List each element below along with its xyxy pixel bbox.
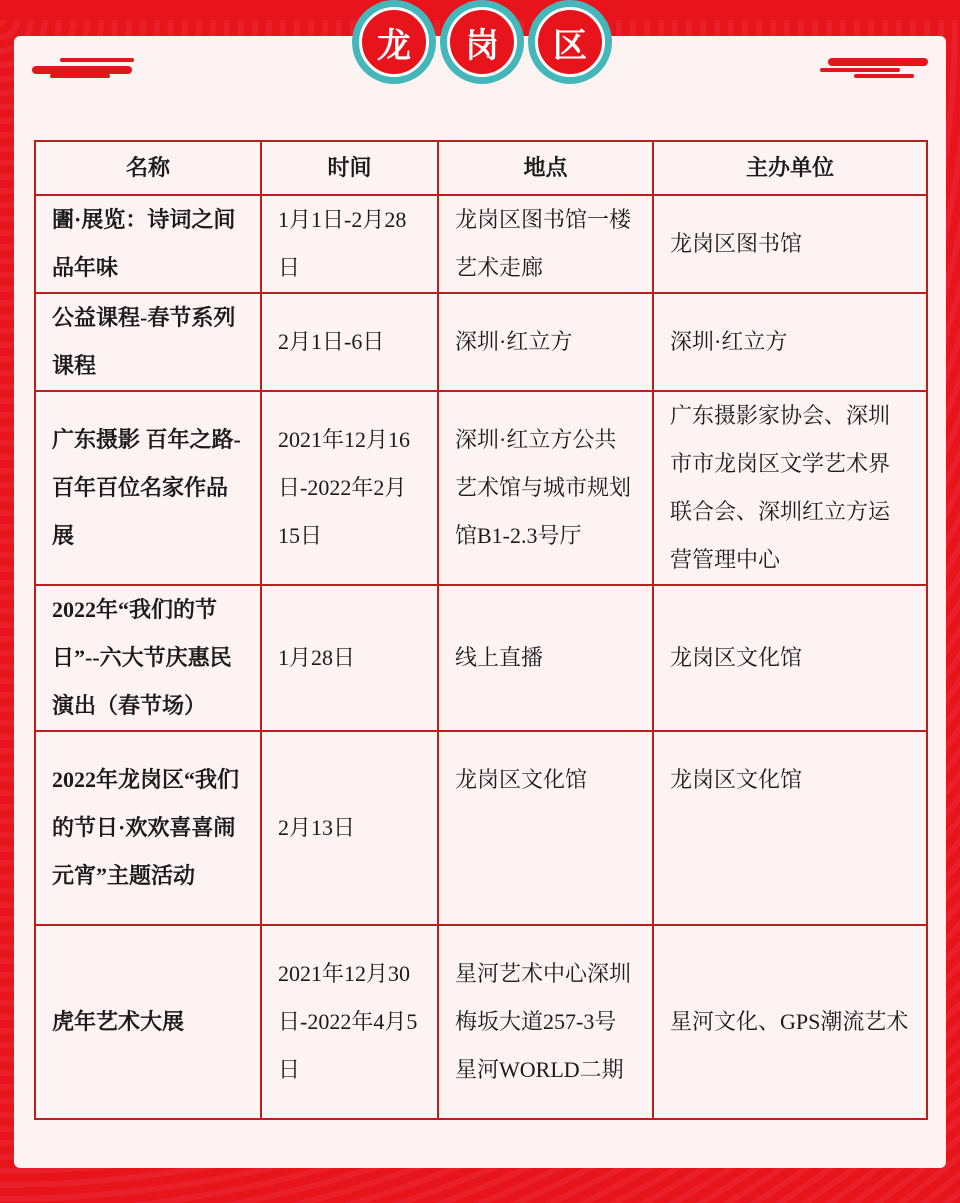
event-place: 线上直播 (438, 585, 653, 731)
event-time: 2021年12月16日-2022年2月15日 (261, 391, 438, 585)
column-header-host: 主办单位 (653, 141, 927, 195)
event-name: 圕·展览：诗词之间品年味 (35, 195, 261, 293)
events-table (34, 140, 928, 1120)
event-place: 龙岗区图书馆一楼艺术走廊 (438, 195, 653, 293)
table-row (35, 293, 927, 391)
title-badge (528, 0, 612, 84)
decorative-stripes-left (32, 58, 142, 78)
event-name: 2022年“我们的节日”--六大节庆惠民演出（春节场） (35, 585, 261, 731)
title-char: 区 (535, 7, 605, 77)
event-time: 2月1日-6日 (261, 293, 438, 391)
title-badge (440, 0, 524, 84)
table-row (35, 731, 927, 925)
event-place: 深圳·红立方 (438, 293, 653, 391)
event-host: 龙岗区文化馆 (653, 585, 927, 731)
title-badge (352, 0, 436, 84)
table-header-row (35, 141, 927, 195)
table-row (35, 391, 927, 585)
event-time: 1月28日 (261, 585, 438, 731)
event-name: 公益课程-春节系列课程 (35, 293, 261, 391)
decorative-stripes-right (818, 58, 928, 78)
event-host: 星河文化、GPS潮流艺术 (653, 925, 927, 1119)
title-char: 龙 (359, 7, 429, 77)
column-header-name: 名称 (35, 141, 261, 195)
event-host: 广东摄影家协会、深圳市市龙岗区文学艺术界联合会、深圳红立方运营管理中心 (653, 391, 927, 585)
event-time: 1月1日-2月28日 (261, 195, 438, 293)
table-row (35, 925, 927, 1119)
column-header-place: 地点 (438, 141, 653, 195)
event-place: 星河艺术中心深圳梅坂大道257-3号星河WORLD二期 (438, 925, 653, 1119)
event-place: 龙岗区文化馆 (438, 731, 653, 925)
event-host: 龙岗区图书馆 (653, 195, 927, 293)
event-name: 广东摄影 百年之路-百年百位名家作品展 (35, 391, 261, 585)
table-row (35, 585, 927, 731)
event-host: 龙岗区文化馆 (653, 731, 927, 925)
event-place: 深圳·红立方公共艺术馆与城市规划馆B1-2.3号厅 (438, 391, 653, 585)
district-title (352, 0, 612, 88)
event-name: 2022年龙岗区“我们的节日·欢欢喜喜闹元宵”主题活动 (35, 731, 261, 925)
event-name: 虎年艺术大展 (35, 925, 261, 1119)
title-char: 岗 (447, 7, 517, 77)
event-time: 2月13日 (261, 731, 438, 925)
event-time: 2021年12月30日-2022年4月5日 (261, 925, 438, 1119)
table-row (35, 195, 927, 293)
column-header-time: 时间 (261, 141, 438, 195)
event-host: 深圳·红立方 (653, 293, 927, 391)
